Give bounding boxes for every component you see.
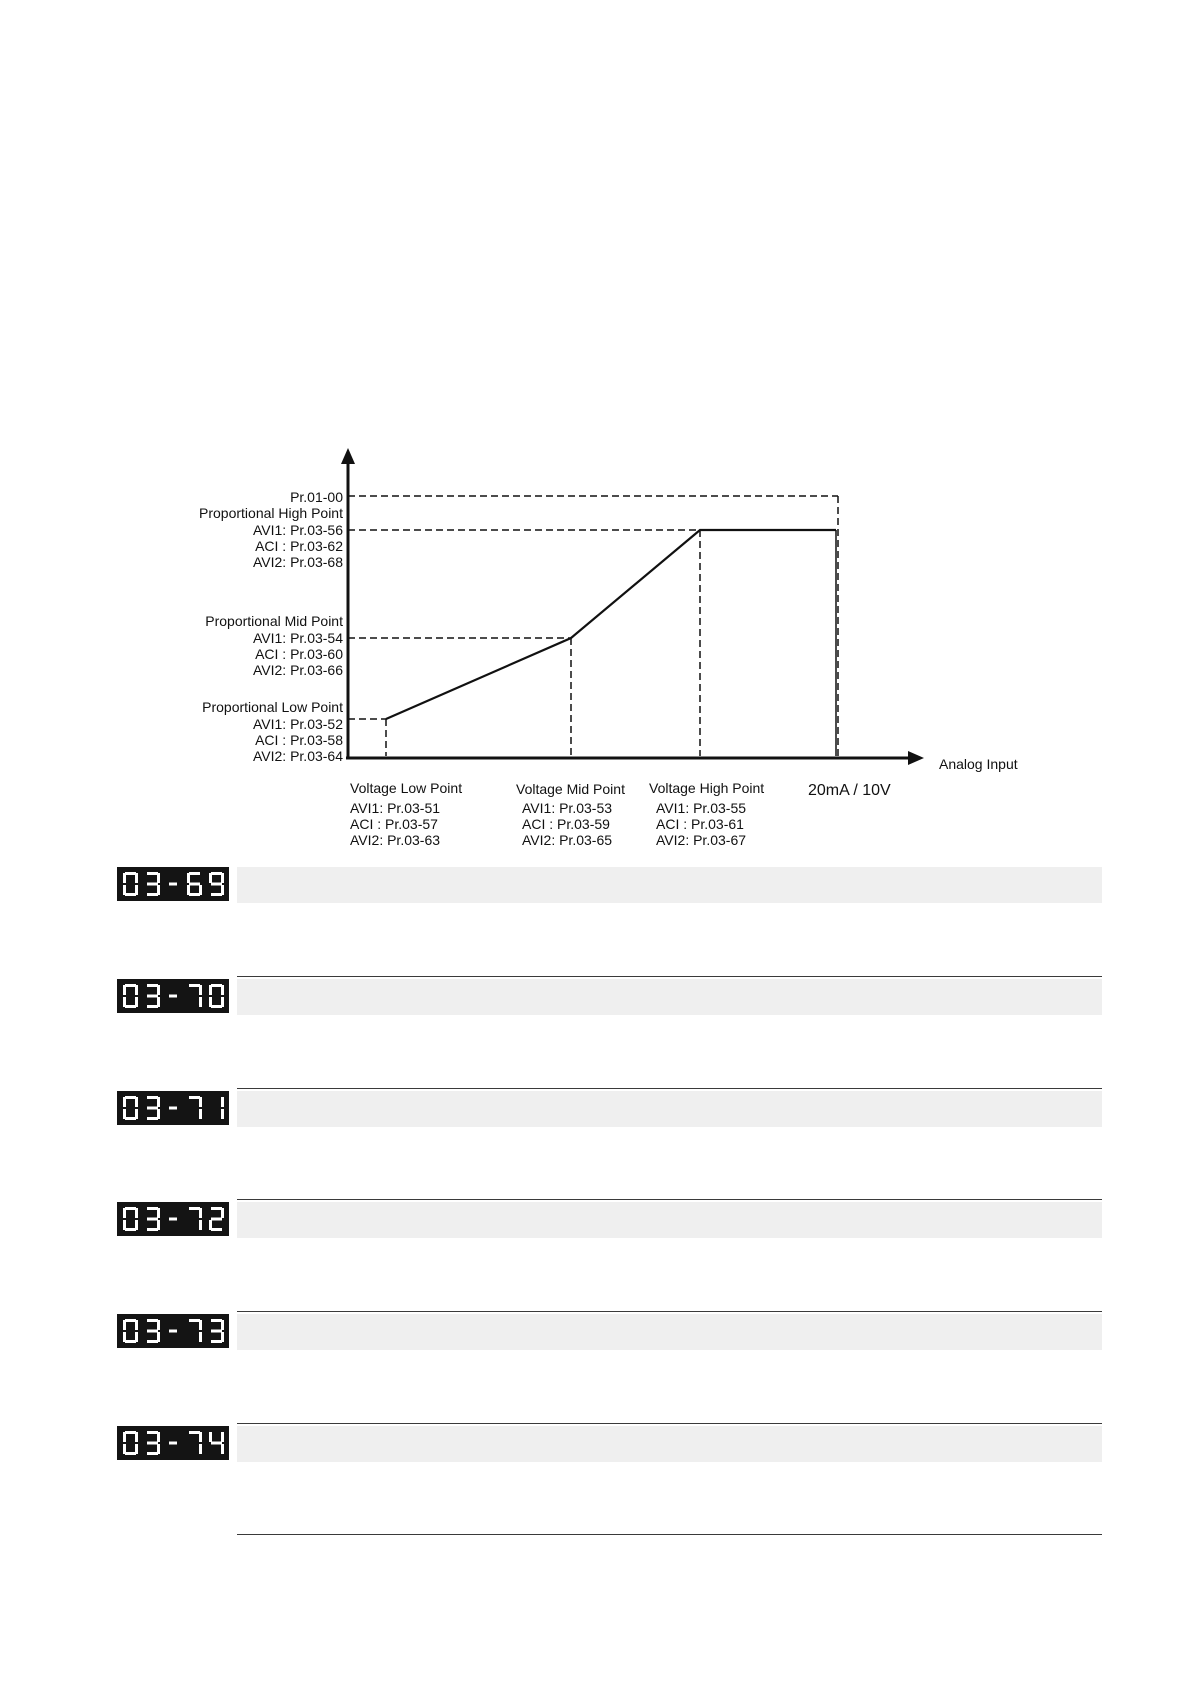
- segment-a: [189, 1431, 200, 1434]
- seven-segment-display: [117, 979, 229, 1013]
- segment-b: [221, 985, 224, 995]
- segment-b: [135, 1208, 138, 1218]
- segment-b: [221, 1432, 224, 1442]
- segment-g: [147, 995, 158, 998]
- param-code-badge: [117, 1091, 229, 1125]
- section-divider: [237, 1199, 1102, 1200]
- segment-f: [123, 1208, 126, 1218]
- segment-d: [211, 893, 222, 896]
- segment-d: [147, 1117, 158, 1120]
- proportional-curve: [386, 530, 836, 719]
- seven-segment-display: [117, 1426, 229, 1460]
- seven-segment-display: [117, 1314, 229, 1348]
- segment-a: [189, 1319, 200, 1322]
- x-label-low-title: Voltage Low Point: [350, 780, 463, 796]
- segment-a: [211, 872, 222, 875]
- segment-a: [125, 1319, 136, 1322]
- segment-b: [199, 1432, 202, 1442]
- segment-g: [147, 1330, 158, 1333]
- param-header-03-69: [117, 867, 1102, 907]
- param-code-badge: [117, 867, 229, 901]
- segment-g: [211, 1218, 222, 1221]
- param-title-bar: [237, 1314, 1102, 1350]
- segment-b: [221, 873, 224, 883]
- segment-b: [157, 1432, 160, 1442]
- param-title-bar: [237, 979, 1102, 1015]
- y-label-mid-aci: ACI : Pr.03-60: [255, 646, 343, 662]
- segment-b: [221, 1097, 224, 1107]
- param-header-03-70: [117, 979, 1102, 1019]
- param-title-bar: [237, 1091, 1102, 1127]
- segment-e: [209, 997, 212, 1007]
- y-label-low-avi2: AVI2: Pr.03-64: [252, 748, 343, 764]
- segment-b: [135, 1320, 138, 1330]
- segment-g: [147, 883, 158, 886]
- x-label-mid-avi2: AVI2: Pr.03-65: [522, 832, 613, 848]
- segment-a: [147, 1207, 158, 1210]
- segment-e: [187, 885, 190, 895]
- segment-a: [147, 1319, 158, 1322]
- segment-b: [157, 985, 160, 995]
- guide-lines: [348, 496, 838, 756]
- param-code-badge: [117, 1314, 229, 1348]
- segment-e: [123, 997, 126, 1007]
- x-axis-arrow-icon: [908, 751, 924, 765]
- seven-segment-display: [117, 867, 229, 901]
- param-title-bar: [237, 867, 1102, 903]
- segment-dash: [169, 995, 177, 998]
- segment-e: [123, 885, 126, 895]
- segment-dash: [169, 883, 177, 886]
- segment-f: [123, 1097, 126, 1107]
- segment-b: [199, 1097, 202, 1107]
- x-label-high-aci: ACI : Pr.03-61: [656, 816, 744, 832]
- segment-f: [209, 1432, 212, 1442]
- segment-d: [211, 1340, 222, 1343]
- segment-d: [147, 1005, 158, 1008]
- segment-b: [135, 873, 138, 883]
- segment-c: [199, 1220, 202, 1230]
- segment-c: [199, 1332, 202, 1342]
- segment-d: [125, 1340, 136, 1343]
- segment-e: [123, 1332, 126, 1342]
- x-label-low-aci: ACI : Pr.03-57: [350, 816, 438, 832]
- segment-b: [157, 1097, 160, 1107]
- y-label-high-aci: ACI : Pr.03-62: [255, 538, 343, 554]
- y-label-low-aci: ACI : Pr.03-58: [255, 732, 343, 748]
- segment-c: [199, 997, 202, 1007]
- segment-a: [125, 1431, 136, 1434]
- segment-a: [125, 1207, 136, 1210]
- segment-f: [187, 873, 190, 883]
- param-code-badge: [117, 979, 229, 1013]
- param-header-03-73: [117, 1314, 1102, 1354]
- segment-d: [147, 1340, 158, 1343]
- segment-dash: [169, 1107, 177, 1110]
- section-divider: [237, 1534, 1102, 1535]
- segment-f: [123, 1432, 126, 1442]
- segment-d: [147, 893, 158, 896]
- segment-b: [199, 985, 202, 995]
- segment-b: [199, 1208, 202, 1218]
- segment-dash: [169, 1442, 177, 1445]
- segment-c: [199, 1109, 202, 1119]
- segment-b: [135, 1432, 138, 1442]
- segment-dash: [169, 1218, 177, 1221]
- segment-b: [157, 1208, 160, 1218]
- segment-f: [209, 985, 212, 995]
- param-code-badge: [117, 1202, 229, 1236]
- segment-d: [125, 1452, 136, 1455]
- x-label-low-avi2: AVI2: Pr.03-63: [350, 832, 441, 848]
- x-label-max: 20mA / 10V: [808, 782, 891, 799]
- section-divider: [237, 1311, 1102, 1312]
- section-divider: [237, 976, 1102, 977]
- segment-b: [157, 1320, 160, 1330]
- segment-f: [209, 873, 212, 883]
- param-header-03-74: [117, 1426, 1102, 1466]
- param-header-03-72: [117, 1202, 1102, 1242]
- x-label-high-title: Voltage High Point: [649, 780, 765, 796]
- y-label-high-title: Proportional High Point: [199, 505, 343, 521]
- seven-segment-display: [117, 1202, 229, 1236]
- segment-g: [211, 1442, 222, 1445]
- segment-b: [221, 1208, 224, 1218]
- segment-d: [147, 1228, 158, 1231]
- y-label-low-title: Proportional Low Point: [202, 699, 343, 715]
- segment-c: [221, 1109, 224, 1119]
- param-title-bar: [237, 1202, 1102, 1238]
- segment-d: [189, 893, 200, 896]
- segment-f: [123, 873, 126, 883]
- segment-a: [211, 1319, 222, 1322]
- segment-a: [147, 1096, 158, 1099]
- segment-a: [189, 872, 200, 875]
- segment-dash: [169, 1330, 177, 1333]
- segment-a: [189, 1207, 200, 1210]
- segment-a: [125, 984, 136, 987]
- segment-d: [211, 1005, 222, 1008]
- segment-e: [123, 1109, 126, 1119]
- segment-a: [189, 984, 200, 987]
- segment-a: [147, 984, 158, 987]
- segment-e: [209, 1220, 212, 1230]
- y-label-mid-avi1: AVI1: Pr.03-54: [252, 630, 343, 646]
- segment-a: [211, 1207, 222, 1210]
- segment-b: [135, 1097, 138, 1107]
- segment-a: [147, 1431, 158, 1434]
- param-header-03-71: [117, 1091, 1102, 1131]
- segment-g: [147, 1218, 158, 1221]
- y-label-top: Pr.01-00: [290, 489, 343, 505]
- segment-a: [211, 984, 222, 987]
- segment-c: [199, 1444, 202, 1454]
- y-label-low-avi1: AVI1: Pr.03-52: [252, 716, 343, 732]
- y-axis-arrow-icon: [341, 448, 355, 464]
- x-label-low-avi1: AVI1: Pr.03-51: [350, 800, 441, 816]
- x-label-mid-title: Voltage Mid Point: [516, 781, 625, 797]
- seven-segment-display: [117, 1091, 229, 1125]
- param-code-badge: [117, 1426, 229, 1460]
- segment-a: [125, 1096, 136, 1099]
- segment-g: [147, 1107, 158, 1110]
- y-label-mid-title: Proportional Mid Point: [205, 613, 343, 629]
- param-title-bar: [237, 1426, 1102, 1462]
- segment-d: [147, 1452, 158, 1455]
- y-label-mid-avi2: AVI2: Pr.03-66: [252, 662, 343, 678]
- segment-b: [221, 1320, 224, 1330]
- section-divider: [237, 1088, 1102, 1089]
- segment-b: [135, 985, 138, 995]
- segment-a: [125, 872, 136, 875]
- segment-f: [123, 985, 126, 995]
- segment-g: [147, 1442, 158, 1445]
- y-label-high-avi1: AVI1: Pr.03-56: [252, 522, 343, 538]
- x-label-high-avi2: AVI2: Pr.03-67: [656, 832, 747, 848]
- segment-g: [211, 1330, 222, 1333]
- axes: [346, 462, 910, 758]
- x-axis-label: Analog Input: [939, 756, 1018, 772]
- segment-d: [125, 893, 136, 896]
- segment-g: [189, 883, 200, 886]
- segment-b: [199, 1320, 202, 1330]
- segment-d: [125, 1228, 136, 1231]
- section-divider: [237, 1423, 1102, 1424]
- segment-c: [221, 1444, 224, 1454]
- x-label-mid-aci: ACI : Pr.03-59: [522, 816, 610, 832]
- segment-d: [211, 1228, 222, 1231]
- x-label-mid-avi1: AVI1: Pr.03-53: [522, 800, 613, 816]
- x-label-high-avi1: AVI1: Pr.03-55: [656, 800, 747, 816]
- segment-d: [125, 1117, 136, 1120]
- segment-a: [189, 1096, 200, 1099]
- segment-e: [123, 1444, 126, 1454]
- segment-f: [123, 1320, 126, 1330]
- y-label-high-avi2: AVI2: Pr.03-68: [252, 554, 343, 570]
- segment-d: [125, 1005, 136, 1008]
- segment-b: [157, 873, 160, 883]
- segment-e: [123, 1220, 126, 1230]
- segment-a: [147, 872, 158, 875]
- segment-g: [211, 883, 222, 886]
